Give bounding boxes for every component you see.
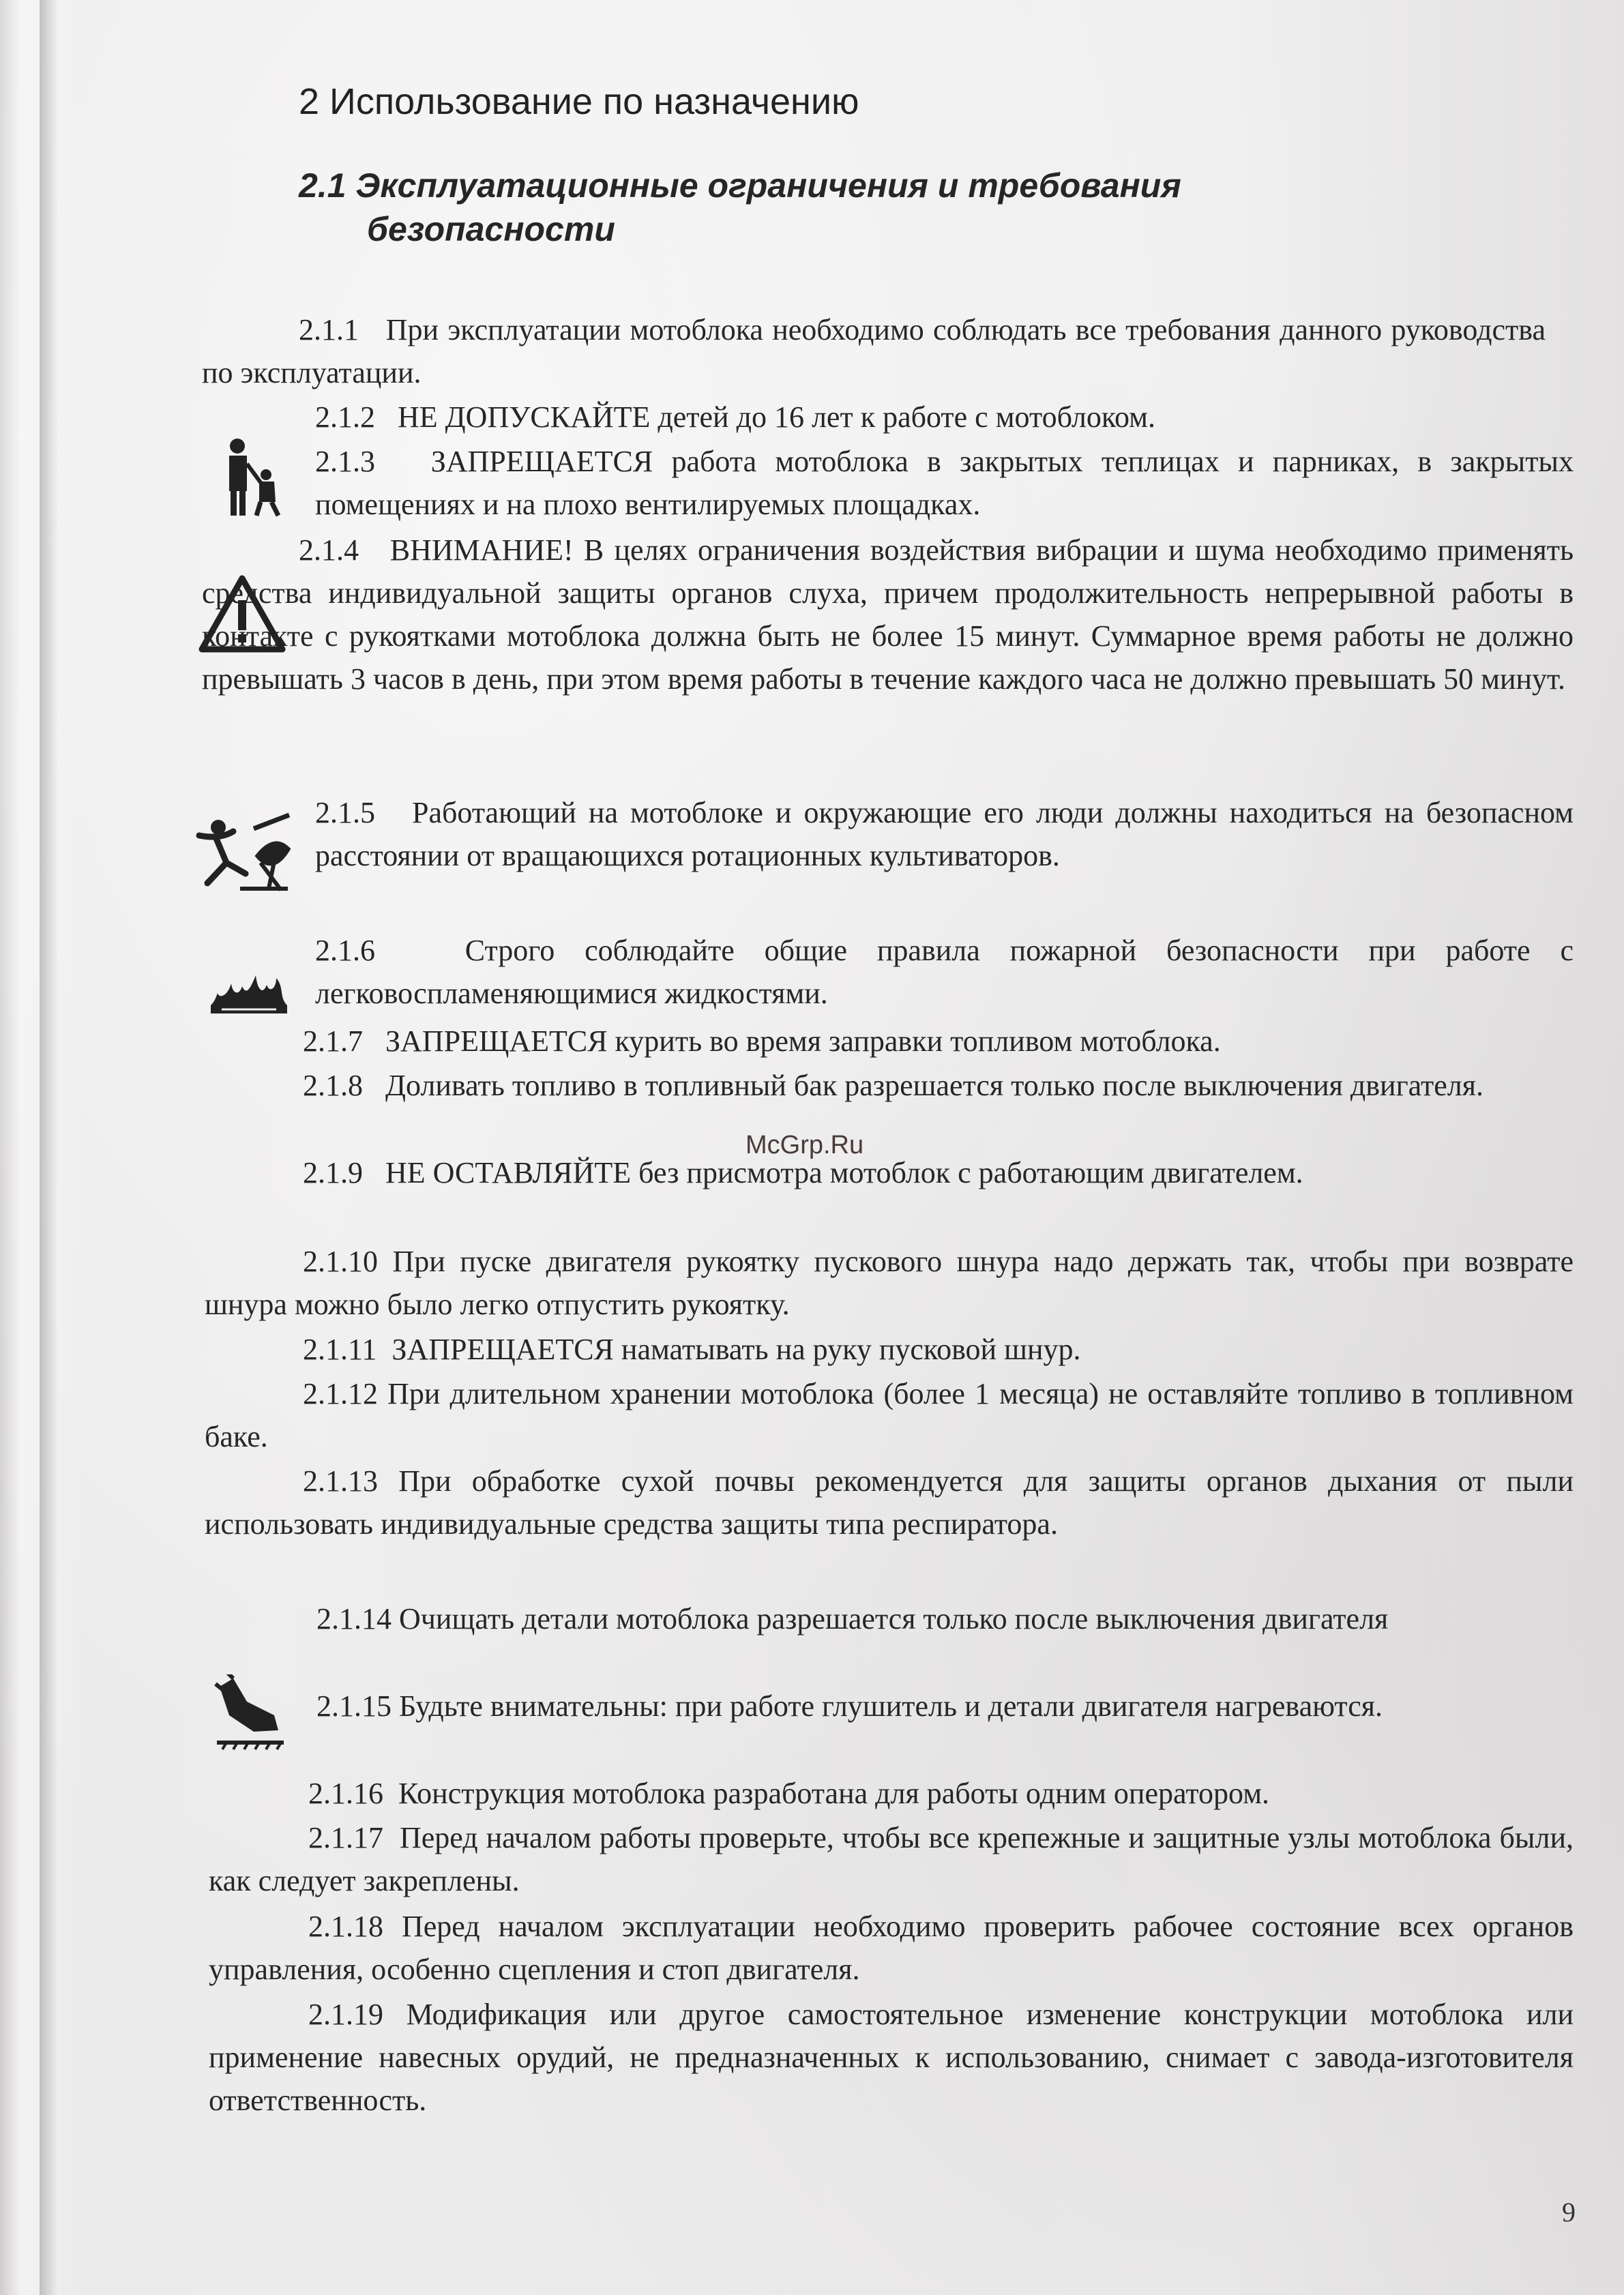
section-title: 2 Использование по назначению bbox=[299, 81, 859, 122]
paragraph-2-1-19 bbox=[209, 1993, 1574, 2122]
paragraph-text: Модификация или другое самостоятельное изменение конструкции мотоблока или применение навесных орудий, не предназначенных к использованию, снимает с завода-изготовителя ответственность. bbox=[209, 1998, 1574, 2117]
paragraph-text: НЕ ДОПУСКАЙТЕ детей до 16 лет к работе с мотоблоком. bbox=[398, 400, 1155, 434]
paragraph-text: Строго соблюдайте общие правила пожарной безопасности при работе с легковоспламеняющимися жидкостями. bbox=[315, 934, 1574, 1010]
paragraph-text: Очищать детали мотоблока разрешается только после выключения двигателя bbox=[399, 1602, 1389, 1635]
paragraph-text: При обработке сухой почвы рекомендуется для защиты органов дыхания от пыли использовать индивидуальные средства защиты типа респиратора. bbox=[205, 1464, 1574, 1541]
paragraph-number: 2.1.1 bbox=[299, 313, 359, 346]
paragraph-2-1-18 bbox=[209, 1905, 1574, 1991]
subsection-title bbox=[299, 164, 1181, 251]
paragraph-text: Перед началом эксплуатации необходимо проверить рабочее состояние всех органов управления, особенно сцепления и стоп двигателя. bbox=[209, 1910, 1574, 1986]
paragraph-2-1-12 bbox=[205, 1372, 1574, 1458]
page-number: 9 bbox=[1562, 2197, 1576, 2227]
paragraph-2-1-10 bbox=[205, 1240, 1574, 1326]
paragraph-number: 2.1.8 bbox=[303, 1069, 363, 1102]
paragraph-2-1-16 bbox=[308, 1772, 1574, 1815]
paragraph-2-1-9 bbox=[205, 1151, 1574, 1194]
subsection-title-line1: 2.1 Эксплуатационные ограничения и требования bbox=[299, 166, 1181, 205]
paragraph-text: При пуске двигателя рукоятку пускового шнура надо держать так, чтобы при возврате шнура можно было легко отпустить рукоятку. bbox=[205, 1245, 1574, 1321]
paragraph-text: Работающий на мотоблоке и окружающие его люди должны находиться на безопасном расстоянии от вращающихся ротационных культиваторов. bbox=[315, 796, 1574, 872]
child-warning-icon bbox=[217, 436, 285, 518]
paragraph-2-1-14 bbox=[316, 1597, 1574, 1640]
hot-surface-icon bbox=[213, 1674, 288, 1756]
paragraph-number: 2.1.6 bbox=[315, 934, 375, 967]
paragraph-number: 2.1.15 bbox=[316, 1689, 392, 1723]
paragraph-text: При длительном хранении мотоблока (более 1 месяца) не оставляйте топливо в топливном баке. bbox=[205, 1377, 1574, 1453]
paragraph-text: Будьте внимательны: при работе глушитель и детали двигателя нагреваются. bbox=[399, 1689, 1383, 1723]
paragraph-number: 2.1.11 bbox=[303, 1333, 377, 1366]
paragraph-2-1-13 bbox=[205, 1460, 1574, 1545]
paragraph-2-1-15 bbox=[316, 1685, 1574, 1728]
paragraph-number: 2.1.3 bbox=[315, 445, 375, 478]
paragraph-number: 2.1.10 bbox=[303, 1245, 378, 1278]
paragraph-text: Перед началом работы проверьте, чтобы все крепежные и защитные узлы мотоблока были, как следует закреплены. bbox=[209, 1821, 1574, 1897]
page-binding-shadow bbox=[40, 0, 57, 2295]
subsection-title-line2: безопасности bbox=[367, 210, 615, 248]
paragraph-number: 2.1.2 bbox=[315, 400, 375, 434]
paragraph-text: ЗАПРЕЩАЕТСЯ курить во время заправки топливом мотоблока. bbox=[385, 1024, 1221, 1058]
paragraph-number: 2.1.7 bbox=[303, 1024, 363, 1058]
paragraph-2-1-8 bbox=[205, 1064, 1574, 1107]
paragraph-number: 2.1.12 bbox=[303, 1377, 378, 1410]
paragraph-2-1-17 bbox=[209, 1816, 1574, 1902]
paragraph-number: 2.1.14 bbox=[316, 1602, 392, 1635]
paragraph-text: Конструкция мотоблока разработана для работы одним оператором. bbox=[398, 1777, 1270, 1810]
paragraph-2-1-7 bbox=[303, 1020, 1574, 1063]
paragraph-text: НЕ ОСТАВЛЯЙТЕ без присмотра мотоблок с работающим двигателем. bbox=[385, 1156, 1303, 1189]
paragraph-2-1-1 bbox=[202, 308, 1546, 394]
paragraph-text: Доливать топливо в топливный бак разрешается только после выключения двигателя. bbox=[385, 1069, 1483, 1102]
paragraph-text: ЗАПРЕЩАЕТСЯ работа мотоблока в закрытых теплицах и парниках, в закрытых помещениях и на плохо вентилируемых площадках. bbox=[315, 445, 1574, 521]
paragraph-number: 2.1.4 bbox=[299, 533, 359, 567]
paragraph-number: 2.1.18 bbox=[308, 1910, 383, 1943]
rotating-blades-icon bbox=[192, 808, 295, 897]
paragraph-2-1-4 bbox=[202, 529, 1574, 700]
paragraph-number: 2.1.9 bbox=[303, 1156, 363, 1189]
paragraph-2-1-6 bbox=[315, 929, 1574, 1015]
paragraph-2-1-2 bbox=[315, 396, 1546, 439]
paragraph-number: 2.1.5 bbox=[315, 796, 375, 829]
paragraph-2-1-5 bbox=[315, 791, 1574, 877]
paragraph-2-1-11 bbox=[303, 1328, 1574, 1371]
paragraph-number: 2.1.13 bbox=[303, 1464, 378, 1498]
fire-icon bbox=[208, 968, 290, 1016]
paragraph-number: 2.1.17 bbox=[308, 1821, 383, 1854]
watermark: McGrp.Ru bbox=[745, 1131, 864, 1159]
paragraph-text: ВНИМАНИЕ! В целях ограничения воздействия вибрации и шума необходимо применять средства индивидуальной защиты органов слуха, причем продолжительность непрерывной работы в контакте с рукоятками мотоблока должна быть не более 15 минут. Суммарное время работы не должно превышать 3 часов в день, при этом время работы в течение каждого часа не должно превышать 50 минут. bbox=[202, 533, 1574, 696]
paragraph-2-1-3 bbox=[315, 440, 1574, 526]
paragraph-number: 2.1.19 bbox=[308, 1998, 383, 2031]
paragraph-text: ЗАПРЕЩАЕТСЯ наматывать на руку пусковой шнур. bbox=[392, 1333, 1081, 1366]
paragraph-number: 2.1.16 bbox=[308, 1777, 383, 1810]
paragraph-text: При эксплуатации мотоблока необходимо соблюдать все требования данного руководства по эксплуатации. bbox=[202, 313, 1546, 389]
